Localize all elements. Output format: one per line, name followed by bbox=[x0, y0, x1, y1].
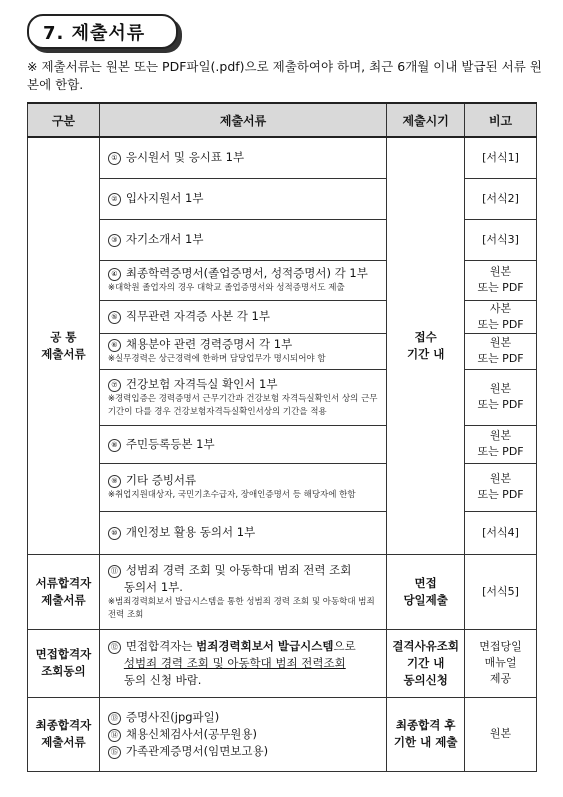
common-timing-cell bbox=[387, 137, 465, 554]
timing-label: 면접 bbox=[414, 575, 437, 590]
remark-cell bbox=[465, 463, 537, 511]
interview-category-cell bbox=[28, 629, 100, 697]
document-text: 개인정보 활용 동의서 1부 bbox=[125, 525, 256, 539]
section-title-box bbox=[27, 14, 178, 49]
header-remarks: 비고 bbox=[465, 103, 537, 137]
document-text: 성범죄 경력 조회 및 아동학대 범죄 전력 조회 bbox=[125, 562, 352, 577]
remark-cell bbox=[465, 369, 537, 425]
timing-label: 접수 bbox=[414, 329, 437, 344]
table-row bbox=[28, 697, 537, 771]
remark-text: 원본 bbox=[489, 472, 512, 485]
remark-cell bbox=[465, 137, 537, 178]
item-number: ⑦ bbox=[108, 379, 121, 392]
final-timing-cell bbox=[387, 697, 465, 771]
item-number: ③ bbox=[108, 234, 121, 247]
document-text: 응시원서 및 응시표 1부 bbox=[125, 150, 245, 165]
item-number: ⑨ bbox=[108, 475, 121, 488]
remark-text: 또는 PDF bbox=[477, 445, 524, 458]
header-documents: 제출서류 bbox=[99, 103, 386, 137]
item-number: ⑩ bbox=[108, 527, 121, 540]
document-text: 동의서 1부. bbox=[123, 579, 183, 594]
remark-cell bbox=[465, 697, 537, 771]
remark-text: [서식5] bbox=[482, 584, 519, 598]
item-number: ⑫ bbox=[108, 641, 121, 654]
remark-text: [서식4] bbox=[482, 525, 519, 539]
category-label: 공 통 bbox=[50, 329, 77, 344]
interview-timing-cell bbox=[387, 629, 465, 697]
document-text: 으로 bbox=[333, 638, 356, 653]
category-label: 조회동의 bbox=[41, 664, 86, 678]
document-cell bbox=[99, 260, 386, 300]
category-label: 제출서류 bbox=[41, 346, 86, 361]
document-text: 면접합격자는 bbox=[125, 638, 197, 653]
table-header-row bbox=[28, 103, 537, 137]
document-subnote: ※경력입증은 경력증명서 근무기간과 건강보험 자격득실확인서 상의 근무기간이 다를 경우 건강보험자격득실확인서상의 기간을 적용 bbox=[107, 393, 378, 417]
document-subnote: ※취업지원대상자, 국민기초수급자, 장애인증명서 등 해당자에 한함 bbox=[107, 490, 356, 500]
remark-text: [서식2] bbox=[482, 191, 519, 205]
remark-text: 또는 PDF bbox=[477, 352, 524, 365]
remark-cell bbox=[465, 178, 537, 219]
item-number: ⑪ bbox=[108, 565, 121, 578]
document-cell bbox=[99, 425, 386, 463]
item-number: ⑤ bbox=[108, 311, 121, 324]
category-label: 제출서류 bbox=[41, 592, 86, 607]
document-text: 동의 신청 바람. bbox=[123, 672, 202, 687]
remark-text: 원본 bbox=[489, 429, 512, 442]
remark-text: 원본 bbox=[489, 727, 512, 740]
document-subnote: ※실무경력은 상근경력에 한하며 담당업무가 명시되어야 함 bbox=[107, 354, 326, 364]
document-cell bbox=[99, 511, 386, 554]
document-text: 가족관계증명서(임면보고용) bbox=[125, 743, 269, 758]
remark-cell bbox=[465, 629, 537, 697]
common-category-cell bbox=[28, 137, 100, 554]
documents-table bbox=[27, 102, 537, 772]
remark-text: [서식1] bbox=[482, 150, 519, 164]
category-label: 최종합격자 bbox=[35, 718, 92, 732]
category-label: 면접합격자 bbox=[35, 647, 92, 661]
document-text: 기타 증빙서류 bbox=[125, 473, 197, 487]
remark-cell bbox=[465, 300, 537, 333]
header-category: 구분 bbox=[28, 103, 100, 137]
remark-text: 제공 bbox=[489, 672, 512, 685]
document-cell bbox=[99, 554, 386, 629]
remark-cell bbox=[465, 425, 537, 463]
table-row bbox=[28, 554, 537, 629]
item-number: ⑬ bbox=[108, 712, 121, 725]
document-cell bbox=[99, 300, 386, 333]
document-cell bbox=[99, 219, 386, 260]
document-text: 입사지원서 1부 bbox=[125, 191, 204, 205]
header-timing: 제출시기 bbox=[387, 103, 465, 137]
remark-text: 또는 PDF bbox=[477, 398, 524, 411]
document-cell bbox=[99, 463, 386, 511]
remark-cell bbox=[465, 554, 537, 629]
category-label: 제출서류 bbox=[41, 735, 86, 749]
remark-cell bbox=[465, 511, 537, 554]
document-cell bbox=[99, 629, 386, 697]
document-text: 직무관련 자격증 사본 각 1부 bbox=[125, 309, 270, 323]
document-cell bbox=[99, 137, 386, 178]
remark-cell bbox=[465, 333, 537, 369]
remark-text: 또는 PDF bbox=[477, 488, 524, 501]
remark-text: 또는 PDF bbox=[477, 317, 524, 331]
item-number: ② bbox=[108, 193, 121, 206]
document-cell bbox=[99, 697, 386, 771]
timing-label: 당일제출 bbox=[403, 592, 448, 607]
document-text-underlined: 성범죄 경력 조회 및 아동학대 범죄 전력조회 bbox=[123, 655, 346, 670]
document-text: 주민등록등본 1부 bbox=[125, 436, 215, 451]
document-text-bold: 범죄경력회보서 발급시스템 bbox=[196, 638, 334, 653]
remark-text: 면접당일 bbox=[479, 640, 522, 653]
document-subnote: ※대학원 졸업자의 경우 대학교 졸업증명서와 성적증명서도 제출 bbox=[107, 283, 345, 293]
submission-note: ※ 제출서류는 원본 또는 PDF파일(.pdf)으로 제출하여야 하며, 최근 6개월 이내 발급된 서류 원본에 한함. bbox=[27, 59, 542, 92]
item-number: ⑥ bbox=[108, 339, 121, 352]
timing-label: 기한 내 제출 bbox=[393, 735, 458, 749]
remark-cell bbox=[465, 219, 537, 260]
document-text: 건강보험 자격득실 확인서 1부 bbox=[125, 376, 278, 391]
section-title: 7. 제출서류 bbox=[43, 22, 146, 44]
document-text: 자기소개서 1부 bbox=[125, 232, 204, 246]
document-cell bbox=[99, 369, 386, 425]
document-text: 최종학력증명서(졸업증명서, 성적증명서) 각 1부 bbox=[125, 266, 368, 280]
remark-text: 또는 PDF bbox=[477, 281, 524, 294]
final-category-cell bbox=[28, 697, 100, 771]
doc-pass-category-cell bbox=[28, 554, 100, 629]
document-subnote: ※범죄경력회보서 발급시스템을 통한 성범죄 경력 조회 및 아동학대 범죄 전력 조회 bbox=[107, 596, 375, 620]
item-number: ⑭ bbox=[108, 729, 121, 742]
document-cell bbox=[99, 333, 386, 369]
item-number: ⑧ bbox=[108, 439, 121, 452]
item-number: ④ bbox=[108, 268, 121, 281]
document-text: 채용신체검사서(공무원용) bbox=[125, 726, 258, 741]
table-row bbox=[28, 137, 537, 178]
remark-cell bbox=[465, 260, 537, 300]
document-text: 증명사진(jpg파일) bbox=[125, 709, 220, 724]
timing-label: 동의신청 bbox=[403, 672, 448, 687]
doc-pass-timing-cell bbox=[387, 554, 465, 629]
remark-text: [서식3] bbox=[482, 232, 519, 246]
timing-label: 기간 내 bbox=[406, 655, 445, 670]
document-text: 채용분야 관련 경력증명서 각 1부 bbox=[125, 337, 293, 351]
item-number: ⑮ bbox=[108, 746, 121, 759]
timing-label: 최종합격 후 bbox=[395, 718, 456, 732]
timing-label: 결격사유조회 bbox=[392, 638, 459, 653]
timing-label: 기간 내 bbox=[406, 346, 445, 361]
table-row bbox=[28, 629, 537, 697]
category-label: 서류합격자 bbox=[35, 575, 92, 590]
remark-text: 사본 bbox=[489, 301, 512, 315]
remark-text: 원본 bbox=[489, 336, 512, 349]
remark-text: 원본 bbox=[489, 265, 512, 278]
remark-text: 매뉴얼 bbox=[484, 656, 517, 669]
remark-text: 원본 bbox=[489, 382, 512, 395]
item-number: ① bbox=[108, 152, 121, 165]
document-cell bbox=[99, 178, 386, 219]
